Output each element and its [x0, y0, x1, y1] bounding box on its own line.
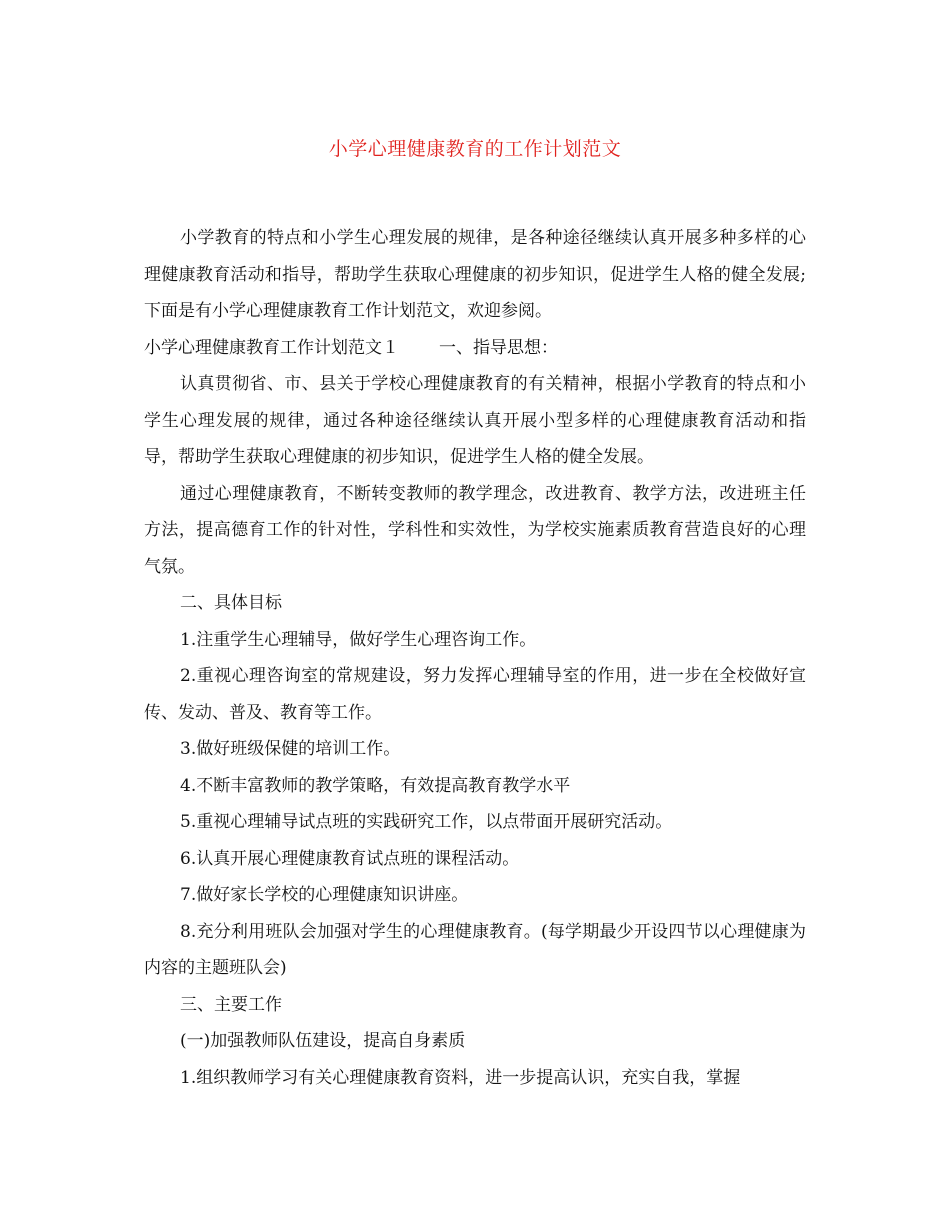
goal-item: 8.充分利用班队会加强对学生的心理健康教育。(每学期最少开设四节以心理健康为内容的主题班队会) [144, 921, 806, 978]
heading-specific-goals: 二、具体目标 [180, 593, 282, 613]
work-item: 1.组织教师学习有关心理健康教育资料，进一步提高认识，充实自我，掌握 [180, 1067, 741, 1088]
goal-item: 3.做好班级保健的培训工作。 [180, 739, 401, 759]
section-label: 小学心理健康教育工作计划范文１ [144, 337, 399, 358]
goal-item: 2.重视心理咨询室的常规建设，努力发挥心理辅导室的作用，进一步在全校做好宣传、发动、普及、教育等工作。 [144, 666, 806, 723]
section-heading-line [144, 330, 806, 367]
document-title: 小学心理健康教育的工作计划范文 [328, 138, 622, 160]
subsection-heading: (一)加强教师队伍建设，提高自身素质 [180, 1031, 466, 1051]
guiding-paragraph-1: 认真贯彻省、市、县关于学校心理健康教育的有关精神，根据小学教育的特点和小学生心理发展的规律，通过各种途径继续认真开展小型多样的心理健康教育活动和指导，帮助学生获取心理健康的初步知识，促进学生人格的健全发展。 [144, 374, 806, 467]
heading-main-work: 三、主要工作 [180, 994, 282, 1015]
goal-item: 7.做好家长学校的心理健康知识讲座。 [180, 885, 469, 905]
goal-item: 1.注重学生心理辅导，做好学生心理咨询工作。 [180, 629, 537, 650]
goal-item: 6.认真开展心理健康教育试点班的课程活动。 [180, 848, 520, 869]
goal-item: 4.不断丰富教师的教学策略，有效提高教育教学水平 [180, 775, 571, 796]
intro-paragraph: 小学教育的特点和小学生心理发展的规律，是各种途径继续认真开展多种多样的心理健康教育活动和指导，帮助学生获取心理健康的初步知识，促进学生人格的健全发展;下面是有小学心理健康教育工作计划范文，欢迎参阅。 [144, 228, 806, 321]
document-body [144, 220, 806, 1096]
goal-item: 5.重视心理辅导试点班的实践研究工作，以点带面开展研究活动。 [180, 812, 673, 832]
guiding-paragraph-2: 通过心理健康教育，不断转变教师的教学理念，改进教育、教学方法，改进班主任方法，提高德育工作的针对性，学科性和实效性，为学校实施素质教育营造良好的心理气氛。 [144, 483, 806, 577]
heading-guiding-thought: 一、指导思想： [439, 337, 558, 358]
